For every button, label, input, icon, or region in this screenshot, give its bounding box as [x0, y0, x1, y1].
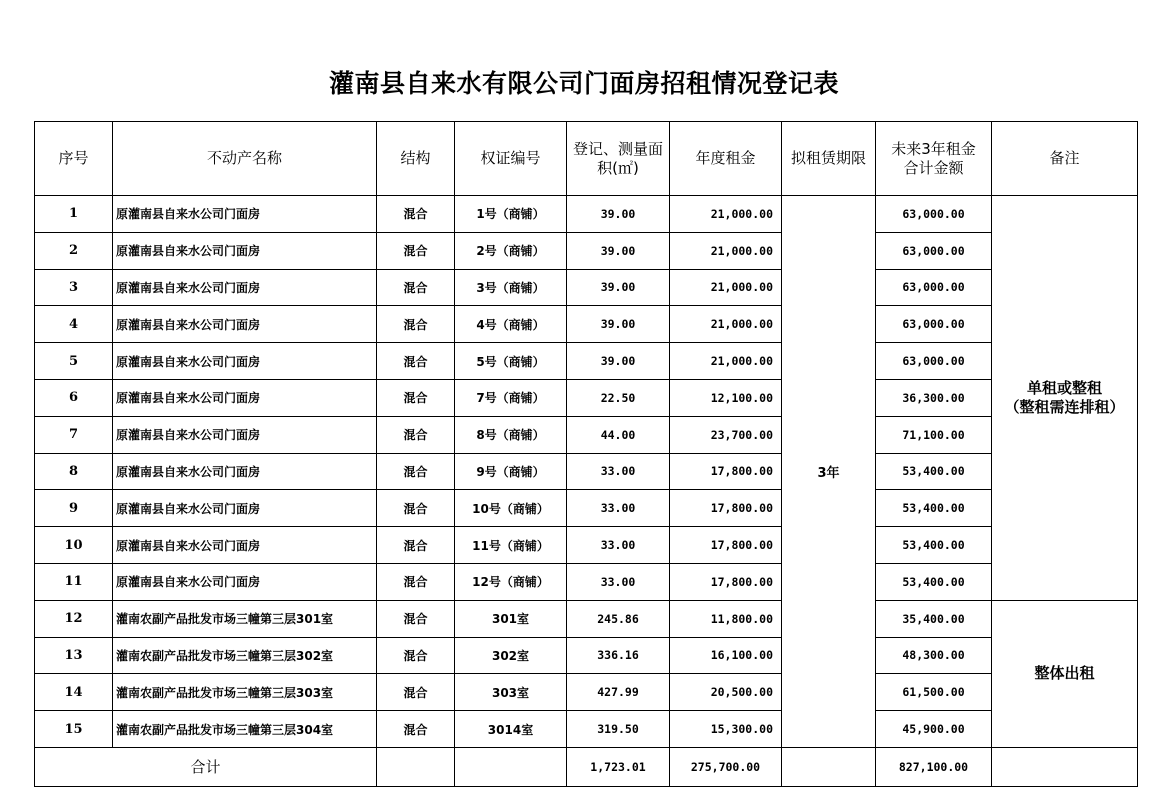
total-label: 合计 — [35, 747, 377, 786]
row-structure: 混合 — [377, 490, 455, 527]
row-property-name: 原灌南县自来水公司门面房 — [113, 232, 377, 269]
row-total-3yr: 45,900.00 — [876, 711, 992, 748]
row-cert-no: 5号（商铺） — [455, 343, 567, 380]
table-row — [35, 232, 1138, 269]
row-property-name: 原灌南县自来水公司门面房 — [113, 379, 377, 416]
row-structure: 混合 — [377, 269, 455, 306]
total-area: 1,723.01 — [567, 747, 670, 786]
header-area — [567, 122, 670, 196]
row-area: 427.99 — [567, 674, 670, 711]
row-area: 33.00 — [567, 453, 670, 490]
row-cert-no: 10号（商铺） — [455, 490, 567, 527]
row-area: 39.00 — [567, 232, 670, 269]
row-cert-no: 3014室 — [455, 711, 567, 748]
row-total-3yr: 63,000.00 — [876, 196, 992, 233]
table-row — [35, 527, 1138, 564]
row-area: 39.00 — [567, 269, 670, 306]
remark-group-1 — [992, 196, 1138, 601]
row-seq: 3 — [35, 269, 113, 306]
header-annual-rent: 年度租金 — [670, 122, 782, 196]
row-seq: 11 — [35, 563, 113, 600]
row-seq: 6 — [35, 379, 113, 416]
row-area: 44.00 — [567, 416, 670, 453]
row-property-name: 原灌南县自来水公司门面房 — [113, 490, 377, 527]
row-seq: 7 — [35, 416, 113, 453]
row-annual-rent: 12,100.00 — [670, 379, 782, 416]
row-property-name: 原灌南县自来水公司门面房 — [113, 416, 377, 453]
row-area: 39.00 — [567, 343, 670, 380]
row-total-3yr: 63,000.00 — [876, 269, 992, 306]
row-cert-no: 11号（商铺） — [455, 527, 567, 564]
row-annual-rent: 16,100.00 — [670, 637, 782, 674]
table-row — [35, 674, 1138, 711]
header-total-3yr — [876, 122, 992, 196]
row-seq: 15 — [35, 711, 113, 748]
rental-register-table — [34, 121, 1138, 787]
row-area: 245.86 — [567, 600, 670, 637]
row-seq: 5 — [35, 343, 113, 380]
row-structure: 混合 — [377, 563, 455, 600]
remark-line2: （整租需连排租） — [1004, 397, 1125, 416]
row-annual-rent: 23,700.00 — [670, 416, 782, 453]
row-annual-rent: 11,800.00 — [670, 600, 782, 637]
row-cert-no: 302室 — [455, 637, 567, 674]
row-structure: 混合 — [377, 416, 455, 453]
total-rent: 275,700.00 — [670, 747, 782, 786]
row-seq: 2 — [35, 232, 113, 269]
row-annual-rent: 21,000.00 — [670, 232, 782, 269]
row-structure: 混合 — [377, 600, 455, 637]
row-total-3yr: 63,000.00 — [876, 232, 992, 269]
header-property-name: 不动产名称 — [113, 122, 377, 196]
row-total-3yr: 48,300.00 — [876, 637, 992, 674]
row-annual-rent: 21,000.00 — [670, 343, 782, 380]
total-row — [35, 747, 1138, 786]
header-structure: 结构 — [377, 122, 455, 196]
row-total-3yr: 53,400.00 — [876, 563, 992, 600]
row-cert-no: 12号（商铺） — [455, 563, 567, 600]
row-structure: 混合 — [377, 453, 455, 490]
lease-term-merged: 3年 — [782, 196, 876, 748]
row-total-3yr: 63,000.00 — [876, 343, 992, 380]
row-total-3yr: 35,400.00 — [876, 600, 992, 637]
row-structure: 混合 — [377, 306, 455, 343]
row-property-name: 原灌南县自来水公司门面房 — [113, 527, 377, 564]
row-total-3yr: 53,400.00 — [876, 453, 992, 490]
row-structure: 混合 — [377, 343, 455, 380]
header-row — [35, 122, 1138, 196]
row-seq: 8 — [35, 453, 113, 490]
row-property-name: 原灌南县自来水公司门面房 — [113, 269, 377, 306]
row-structure: 混合 — [377, 637, 455, 674]
header-cert-no: 权证编号 — [455, 122, 567, 196]
row-total-3yr: 63,000.00 — [876, 306, 992, 343]
row-total-3yr: 71,100.00 — [876, 416, 992, 453]
header-lease-term: 拟租赁期限 — [782, 122, 876, 196]
table-row — [35, 600, 1138, 637]
row-cert-no: 7号（商铺） — [455, 379, 567, 416]
row-property-name: 灌南农副产品批发市场三幢第三层304室 — [113, 711, 377, 748]
header-remark: 备注 — [992, 122, 1138, 196]
row-annual-rent: 17,800.00 — [670, 453, 782, 490]
header-area-line2: 积(㎡) — [597, 158, 639, 177]
row-cert-no: 1号（商铺） — [455, 196, 567, 233]
table-row — [35, 269, 1138, 306]
table-row — [35, 637, 1138, 674]
table-row — [35, 196, 1138, 233]
row-cert-no: 303室 — [455, 674, 567, 711]
row-area: 319.50 — [567, 711, 670, 748]
row-seq: 9 — [35, 490, 113, 527]
row-annual-rent: 15,300.00 — [670, 711, 782, 748]
row-annual-rent: 20,500.00 — [670, 674, 782, 711]
row-structure: 混合 — [377, 232, 455, 269]
row-annual-rent: 17,800.00 — [670, 563, 782, 600]
row-property-name: 灌南农副产品批发市场三幢第三层302室 — [113, 637, 377, 674]
row-structure: 混合 — [377, 711, 455, 748]
row-seq: 14 — [35, 674, 113, 711]
row-seq: 12 — [35, 600, 113, 637]
table-row — [35, 379, 1138, 416]
total-cert-empty — [455, 747, 567, 786]
row-annual-rent: 21,000.00 — [670, 306, 782, 343]
row-seq: 13 — [35, 637, 113, 674]
table-row — [35, 490, 1138, 527]
header-seq: 序号 — [35, 122, 113, 196]
row-seq: 1 — [35, 196, 113, 233]
header-total-line2: 合计金额 — [903, 158, 964, 177]
table-row — [35, 711, 1138, 748]
row-cert-no: 3号（商铺） — [455, 269, 567, 306]
row-annual-rent: 17,800.00 — [670, 527, 782, 564]
row-property-name: 原灌南县自来水公司门面房 — [113, 343, 377, 380]
row-area: 22.50 — [567, 379, 670, 416]
row-total-3yr: 53,400.00 — [876, 527, 992, 564]
total-structure-empty — [377, 747, 455, 786]
row-seq: 10 — [35, 527, 113, 564]
table-row — [35, 453, 1138, 490]
row-total-3yr: 36,300.00 — [876, 379, 992, 416]
header-total-line1: 未来3年租金 — [891, 139, 976, 158]
row-property-name: 原灌南县自来水公司门面房 — [113, 306, 377, 343]
table-row — [35, 416, 1138, 453]
row-total-3yr: 53,400.00 — [876, 490, 992, 527]
row-cert-no: 301室 — [455, 600, 567, 637]
row-area: 39.00 — [567, 306, 670, 343]
row-property-name: 灌南农副产品批发市场三幢第三层301室 — [113, 600, 377, 637]
document-title: 灌南县自来水有限公司门面房招租情况登记表 — [328, 69, 839, 98]
row-seq: 4 — [35, 306, 113, 343]
row-cert-no: 4号（商铺） — [455, 306, 567, 343]
table-row — [35, 563, 1138, 600]
row-cert-no: 8号（商铺） — [455, 416, 567, 453]
row-structure: 混合 — [377, 527, 455, 564]
remark-group-2: 整体出租 — [992, 600, 1138, 747]
row-annual-rent: 21,000.00 — [670, 269, 782, 306]
row-area: 336.16 — [567, 637, 670, 674]
row-area: 33.00 — [567, 563, 670, 600]
row-property-name: 原灌南县自来水公司门面房 — [113, 453, 377, 490]
table-row — [35, 343, 1138, 380]
row-area: 33.00 — [567, 527, 670, 564]
total-remark-empty — [992, 747, 1138, 786]
row-total-3yr: 61,500.00 — [876, 674, 992, 711]
row-annual-rent: 21,000.00 — [670, 196, 782, 233]
row-property-name: 灌南农副产品批发市场三幢第三层303室 — [113, 674, 377, 711]
row-structure: 混合 — [377, 674, 455, 711]
row-cert-no: 9号（商铺） — [455, 453, 567, 490]
total-3yr: 827,100.00 — [876, 747, 992, 786]
row-property-name: 原灌南县自来水公司门面房 — [113, 563, 377, 600]
row-area: 39.00 — [567, 196, 670, 233]
header-area-line1: 登记、测量面 — [572, 139, 663, 158]
row-cert-no: 2号（商铺） — [455, 232, 567, 269]
row-structure: 混合 — [377, 379, 455, 416]
total-term-empty — [782, 747, 876, 786]
row-annual-rent: 17,800.00 — [670, 490, 782, 527]
table-row — [35, 306, 1138, 343]
remark-line1: 单租或整租 — [1026, 378, 1102, 397]
row-area: 33.00 — [567, 490, 670, 527]
row-structure: 混合 — [377, 196, 455, 233]
row-property-name: 原灌南县自来水公司门面房 — [113, 196, 377, 233]
